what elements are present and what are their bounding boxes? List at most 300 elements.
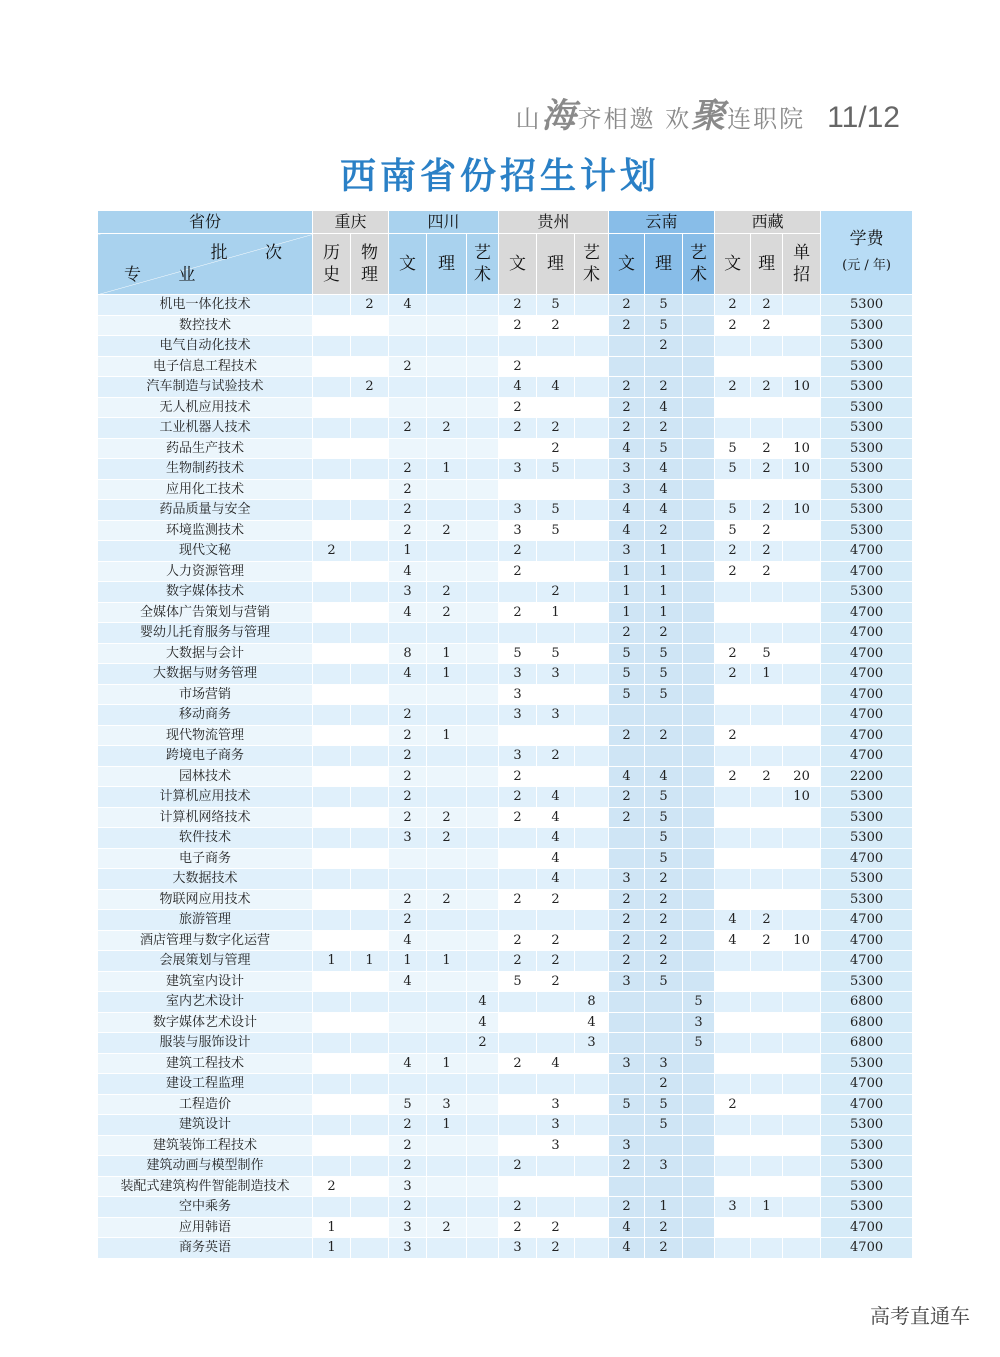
quota-cell: 4 [715,930,751,951]
quota-cell [467,807,499,828]
quota-cell: 3 [499,1238,537,1259]
quota-cell [467,1053,499,1074]
quota-cell: 5 [645,315,683,336]
fee-cell: 4700 [821,643,913,664]
quota-cell: 5 [609,664,645,685]
quota-cell [751,1033,783,1054]
fee-cell: 4700 [821,848,913,869]
major-name: 跨境电子商务 [98,746,313,767]
quota-cell [351,725,389,746]
quota-cell [351,397,389,418]
quota-cell [575,1176,609,1197]
quota-cell: 5 [645,643,683,664]
quota-cell: 10 [783,500,821,521]
quota-cell [313,848,351,869]
quota-cell: 1 [537,602,575,623]
quota-cell: 2 [715,643,751,664]
slogan: 山海齐相邀 欢聚连职院 [515,96,806,136]
major-name: 电气自动化技术 [98,336,313,357]
quota-cell: 5 [537,295,575,316]
table-row [98,459,913,480]
quota-cell [427,356,467,377]
major-name: 机电一体化技术 [98,295,313,316]
quota-cell [499,1033,537,1054]
major-name: 大数据与会计 [98,643,313,664]
table-row [98,1156,913,1177]
quota-cell [537,479,575,500]
table-row [98,684,913,705]
fee-cell: 5300 [821,1197,913,1218]
quota-cell [467,746,499,767]
quota-cell: 2 [645,623,683,644]
quota-cell [313,664,351,685]
quota-cell [683,1135,715,1156]
quota-cell: 2 [537,418,575,439]
quota-cell [351,1074,389,1095]
quota-cell [783,992,821,1013]
batch-label: 批 次 [210,243,298,263]
quota-cell [351,356,389,377]
subheader-cell: 文 [389,234,427,295]
quota-cell [351,1115,389,1136]
quota-cell [313,971,351,992]
quota-cell [313,930,351,951]
quota-cell [467,910,499,931]
quota-cell [751,684,783,705]
quota-cell: 2 [645,377,683,398]
quota-cell [575,766,609,787]
quota-cell: 2 [499,397,537,418]
fee-cell: 5300 [821,1156,913,1177]
fee-cell: 5300 [821,479,913,500]
quota-cell [575,315,609,336]
quota-cell [351,787,389,808]
quota-cell: 5 [715,520,751,541]
fee-cell: 6800 [821,1012,913,1033]
table-row [98,418,913,439]
quota-cell: 2 [715,561,751,582]
quota-cell [467,705,499,726]
quota-cell [645,992,683,1013]
quota-cell [313,725,351,746]
quota-cell: 2 [645,889,683,910]
quota-cell [427,910,467,931]
table-row [98,787,913,808]
quota-cell [467,397,499,418]
fee-cell: 5300 [821,582,913,603]
quota-cell [575,377,609,398]
quota-cell [467,787,499,808]
fee-cell: 6800 [821,992,913,1013]
quota-cell [751,1156,783,1177]
table-row [98,1094,913,1115]
major-name: 移动商务 [98,705,313,726]
quota-cell: 2 [609,623,645,644]
quota-cell: 4 [389,602,427,623]
table-row [98,295,913,316]
quota-cell [351,1033,389,1054]
major-name: 电子商务 [98,848,313,869]
table-row [98,725,913,746]
quota-cell [467,623,499,644]
quota-cell: 4 [389,930,427,951]
quota-cell [783,848,821,869]
quota-cell [683,684,715,705]
quota-cell: 3 [537,1094,575,1115]
quota-cell [645,746,683,767]
quota-cell [427,746,467,767]
quota-cell [467,1176,499,1197]
quota-cell: 1 [645,561,683,582]
quota-cell [683,397,715,418]
quota-cell: 2 [715,664,751,685]
quota-cell: 4 [537,377,575,398]
fee-cell: 5300 [821,1176,913,1197]
quota-cell: 5 [609,1094,645,1115]
fee-cell: 5300 [821,500,913,521]
quota-cell: 1 [427,1053,467,1074]
fee-cell: 5300 [821,418,913,439]
fee-cell: 4700 [821,930,913,951]
quota-cell [575,1238,609,1259]
quota-cell [715,869,751,890]
quota-cell [467,766,499,787]
quota-cell: 4 [537,848,575,869]
quota-cell: 3 [499,684,537,705]
quota-cell [351,582,389,603]
table-row [98,766,913,787]
quota-cell [313,438,351,459]
quota-cell: 2 [313,541,351,562]
quota-cell [537,1033,575,1054]
quota-cell [683,561,715,582]
province-xizang: 西藏 [715,211,821,234]
quota-cell [575,1135,609,1156]
quota-cell: 4 [609,1217,645,1238]
table-row [98,951,913,972]
quota-cell: 4 [645,500,683,521]
quota-cell [683,643,715,664]
quota-cell: 5 [389,1094,427,1115]
quota-cell: 5 [715,500,751,521]
quota-cell [783,869,821,890]
fee-cell: 4700 [821,1217,913,1238]
quota-cell: 2 [389,807,427,828]
quota-cell [467,356,499,377]
major-name: 工业机器人技术 [98,418,313,439]
quota-cell: 2 [499,418,537,439]
quota-cell [575,869,609,890]
table-row [98,889,913,910]
quota-cell: 2 [499,541,537,562]
quota-cell [715,623,751,644]
quota-cell [751,418,783,439]
fee-cell: 5300 [821,315,913,336]
quota-cell [467,479,499,500]
quota-cell [683,582,715,603]
quota-cell: 2 [751,459,783,480]
major-name: 药品生产技术 [98,438,313,459]
quota-cell [313,643,351,664]
quota-cell [609,992,645,1013]
quota-cell [467,336,499,357]
major-name: 生物制药技术 [98,459,313,480]
quota-cell [575,397,609,418]
quota-cell [715,397,751,418]
quota-cell: 3 [537,1115,575,1136]
page-header [516,88,901,137]
quota-cell [609,1074,645,1095]
major-name: 汽车制造与试验技术 [98,377,313,398]
page-title: 西南省份招生计划 [339,155,660,197]
quota-cell: 5 [609,643,645,664]
quota-cell [609,1033,645,1054]
quota-cell [351,684,389,705]
quota-cell [683,418,715,439]
fee-cell: 5300 [821,356,913,377]
fee-cell: 5300 [821,1115,913,1136]
quota-cell: 3 [609,541,645,562]
fee-cell: 4700 [821,684,913,705]
quota-cell: 2 [537,746,575,767]
quota-cell [351,500,389,521]
quota-cell [715,1033,751,1054]
quota-cell [609,1115,645,1136]
quota-cell: 5 [537,643,575,664]
quota-cell [575,930,609,951]
quota-cell: 2 [427,418,467,439]
quota-cell: 3 [427,1094,467,1115]
quota-cell [751,397,783,418]
quota-cell: 10 [783,459,821,480]
quota-cell: 2 [751,315,783,336]
quota-cell [427,295,467,316]
quota-cell [683,1094,715,1115]
quota-cell: 2 [389,1115,427,1136]
quota-cell [783,910,821,931]
quota-cell: 8 [389,643,427,664]
quota-cell: 2 [537,1217,575,1238]
quota-cell [467,889,499,910]
quota-cell [499,623,537,644]
quota-cell [499,848,537,869]
quota-cell: 4 [645,766,683,787]
quota-cell [427,377,467,398]
quota-cell [751,787,783,808]
quota-cell [389,438,427,459]
quota-cell [427,684,467,705]
quota-cell [715,1012,751,1033]
quota-cell: 2 [609,418,645,439]
fee-cell: 4700 [821,725,913,746]
quota-cell [575,520,609,541]
major-name: 环境监测技术 [98,520,313,541]
quota-cell [715,1053,751,1074]
quota-cell [575,807,609,828]
quota-cell: 2 [313,1176,351,1197]
quota-cell [575,602,609,623]
quota-cell [715,848,751,869]
quota-cell [683,356,715,377]
quota-cell: 5 [683,992,715,1013]
quota-cell [575,418,609,439]
quota-cell: 2 [499,295,537,316]
quota-cell: 2 [645,336,683,357]
quota-cell [389,684,427,705]
quota-cell: 2 [715,766,751,787]
quota-cell: 2 [751,541,783,562]
fee-cell: 4700 [821,1238,913,1259]
major-name: 现代文秘 [98,541,313,562]
quota-cell [645,356,683,377]
quota-cell [751,889,783,910]
quota-cell [351,910,389,931]
quota-cell: 2 [645,520,683,541]
quota-cell [683,1053,715,1074]
quota-cell [783,295,821,316]
quota-cell [467,438,499,459]
quota-cell [467,930,499,951]
quota-cell [609,336,645,357]
quota-cell: 5 [645,848,683,869]
quota-cell [683,602,715,623]
quota-cell [499,479,537,500]
quota-cell [783,889,821,910]
quota-cell [499,1094,537,1115]
quota-cell: 5 [645,807,683,828]
quota-cell [313,807,351,828]
fee-cell: 4700 [821,664,913,685]
quota-cell [351,1135,389,1156]
quota-cell: 2 [499,1053,537,1074]
quota-cell [537,992,575,1013]
quota-cell [751,1053,783,1074]
quota-cell: 2 [427,520,467,541]
quota-cell: 2 [537,971,575,992]
quota-cell: 10 [783,377,821,398]
quota-cell: 2 [537,1238,575,1259]
quota-cell: 1 [645,1197,683,1218]
quota-cell [537,541,575,562]
quota-cell: 2 [499,356,537,377]
quota-cell [499,828,537,849]
quota-cell [537,1156,575,1177]
table-row [98,705,913,726]
quota-cell [389,623,427,644]
page-number: 11/12 [827,101,900,134]
quota-cell: 2 [389,1156,427,1177]
fee-cell: 4700 [821,951,913,972]
quota-cell [751,1115,783,1136]
table-row [98,1012,913,1033]
table-row [98,500,913,521]
quota-cell [313,561,351,582]
quota-cell [313,1033,351,1054]
quota-cell: 2 [645,869,683,890]
quota-cell [313,397,351,418]
quota-cell: 5 [645,971,683,992]
quota-cell: 5 [537,500,575,521]
quota-cell: 2 [427,1217,467,1238]
quota-cell [751,336,783,357]
quota-cell: 2 [609,1156,645,1177]
quota-cell: 5 [645,787,683,808]
quota-cell [313,787,351,808]
quota-cell [351,1156,389,1177]
quota-cell [683,930,715,951]
quota-cell [783,418,821,439]
major-name: 全媒体广告策划与营销 [98,602,313,623]
quota-cell [313,418,351,439]
major-name: 计算机应用技术 [98,787,313,808]
quota-cell [537,356,575,377]
quota-cell: 2 [499,807,537,828]
quota-cell [645,1135,683,1156]
quota-cell: 2 [609,930,645,951]
quota-cell: 3 [499,520,537,541]
quota-cell [351,623,389,644]
quota-cell [683,336,715,357]
quota-cell [683,848,715,869]
quota-cell [499,1074,537,1095]
quota-cell [427,930,467,951]
quota-cell [467,295,499,316]
quota-cell [575,541,609,562]
quota-cell: 2 [499,561,537,582]
major-name: 商务英语 [98,1238,313,1259]
quota-cell: 5 [645,828,683,849]
quota-cell: 5 [715,459,751,480]
quota-cell: 2 [609,951,645,972]
quota-cell [715,479,751,500]
quota-cell [467,1115,499,1136]
quota-cell: 3 [609,459,645,480]
quota-cell [351,664,389,685]
quota-cell [427,1074,467,1095]
quota-cell: 2 [427,889,467,910]
quota-cell [783,1074,821,1095]
quota-cell: 5 [645,664,683,685]
quota-cell [715,951,751,972]
quota-cell: 5 [609,684,645,705]
quota-cell: 1 [427,1115,467,1136]
quota-cell: 10 [783,438,821,459]
quota-cell [313,1135,351,1156]
quota-cell: 5 [645,1115,683,1136]
quota-cell [537,561,575,582]
major-name: 酒店管理与数字化运营 [98,930,313,951]
quota-cell [783,705,821,726]
quota-cell [537,336,575,357]
quota-cell [467,869,499,890]
quota-cell [751,479,783,500]
quota-cell [751,1238,783,1259]
subheader-cell: 理 [427,234,467,295]
quota-cell [467,1197,499,1218]
quota-cell: 4 [537,869,575,890]
quota-cell [351,520,389,541]
quota-cell: 2 [751,910,783,931]
quota-cell: 2 [609,315,645,336]
quota-cell: 2 [389,889,427,910]
quota-cell [715,418,751,439]
fee-cell: 5300 [821,971,913,992]
quota-cell [427,561,467,582]
quota-cell: 10 [783,930,821,951]
quota-cell [427,397,467,418]
quota-cell [537,910,575,931]
quota-cell [427,1176,467,1197]
